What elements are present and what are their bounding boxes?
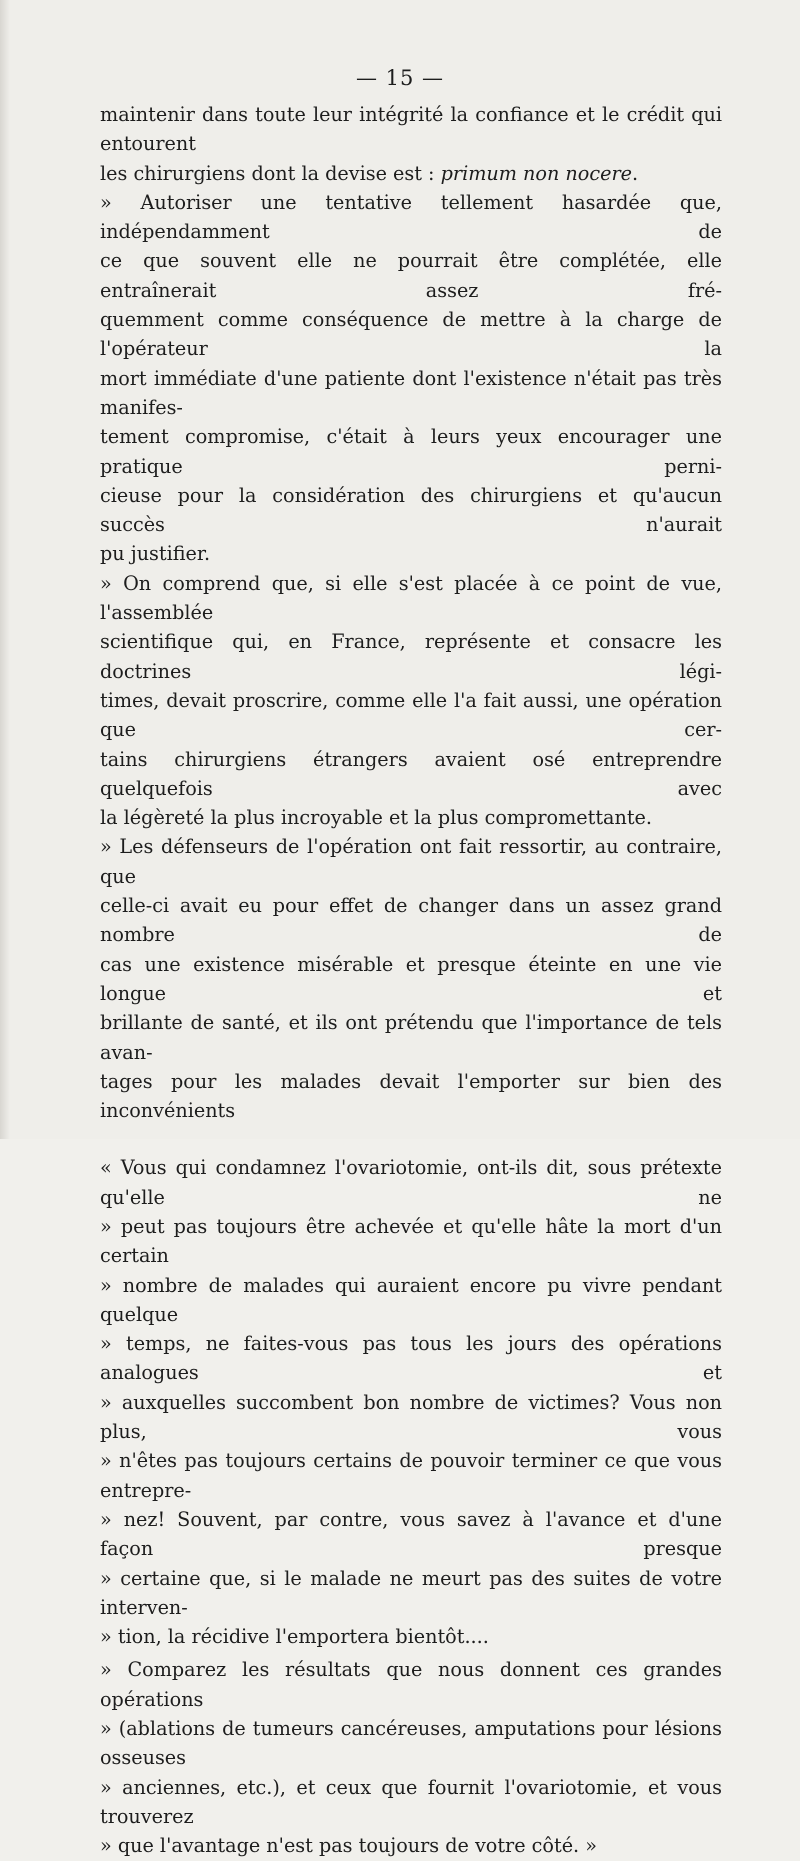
text-line: mort immédiate d'une patiente dont l'existence n'était pas très manifes-	[100, 366, 722, 419]
text-line: maintenir dans toute leur intégrité la confiance et le crédit qui entourent	[100, 103, 722, 156]
text-line: tement compromise, c'était à leurs yeux encourager une pratique perni-	[100, 425, 722, 478]
quote-line: « Vous qui condamnez l'ovariotomie, ont-ils dit, sous prétexte qu'elle ne	[100, 1156, 722, 1209]
text-line: la légèreté la plus incroyable et la plus compromettante.	[100, 806, 653, 830]
quote-line: » Comparez les résultats que nous donnent ces grandes opérations	[100, 1658, 722, 1711]
text-line: » Les défenseurs de l'opération ont fait ressortir, au contraire, que	[100, 835, 722, 888]
text-line: » Autoriser une tentative tellement hasardée que, indépendamment de	[100, 190, 722, 244]
quote-line: » nombre de malades qui auraient encore pu vivre pendant quelque	[100, 1273, 722, 1326]
quote-line: » certaine que, si le malade ne meurt pas des suites de votre interven-	[100, 1566, 722, 1619]
quote-line: » anciennes, etc.), et ceux que fournit l'ovariotomie, et vous trouverez	[100, 1775, 722, 1828]
quote-line: » nez! Souvent, par contre, vous savez à l'avance et d'une façon presque	[100, 1507, 722, 1561]
page-number: — 15 —	[355, 66, 445, 90]
text-line: cas une existence misérable et presque éteinte en une vie longue et	[100, 952, 722, 1005]
quote-line: » que l'avantage n'est pas toujours de votre côté. »	[100, 1834, 597, 1858]
quotation-paragraph-1	[100, 1153, 722, 1651]
text-line: cieuse pour la considération des chirurgiens et qu'aucun succès n'aurait	[100, 483, 722, 537]
text-line: pu justifier.	[100, 542, 211, 566]
text-line: brillante de santé, et ils ont prétendu que l'importance de tels avan-	[100, 1011, 722, 1064]
text-line	[100, 159, 722, 188]
motto-period: .	[631, 161, 639, 185]
text-line: tains chirurgiens étrangers avaient osé entreprendre quelquefois avec	[100, 747, 722, 800]
page-text	[100, 100, 722, 1861]
text-line: celle-ci avait eu pour effet de changer dans un assez grand nombre de	[100, 894, 722, 947]
motto-italic: primum non nocere	[440, 161, 632, 185]
quote-line: » n'êtes pas toujours certains de pouvoir terminer ce que vous entrepre-	[100, 1449, 722, 1502]
text-line: ce que souvent elle ne pourrait être complétée, elle entraînerait assez fré-	[100, 249, 722, 302]
quotation-paragraph-2	[100, 1655, 722, 1860]
text-line: quemment comme conséquence de mettre à la charge de l'opérateur la	[100, 308, 722, 361]
quote-line: » temps, ne faites-vous pas tous les jours des opérations analogues et	[100, 1332, 722, 1385]
paragraph-3	[100, 569, 722, 833]
text-line: times, devait proscrire, comme elle l'a fait aussi, une opération que cer-	[100, 688, 722, 742]
text-line: scientifique qui, en France, représente et consacre les doctrines légi-	[100, 630, 722, 683]
quote-line: » tion, la récidive l'emportera bientôt....	[100, 1625, 489, 1649]
text-line-start: les chirurgiens dont la devise est :	[100, 161, 441, 185]
paragraph-4	[100, 832, 722, 1125]
quote-line: » auxquelles succombent bon nombre de victimes? Vous non plus, vous	[100, 1390, 722, 1444]
text-line: » On comprend que, si elle s'est placée à ce point de vue, l'assemblée	[100, 571, 722, 625]
quote-line: » (ablations de tumeurs cancéreuses, amputations pour lésions osseuses	[100, 1717, 722, 1770]
quote-line: » peut pas toujours être achevée et qu'elle hâte la mort d'un certain	[100, 1214, 722, 1268]
paragraph-2	[100, 188, 722, 569]
paragraph-1	[100, 100, 722, 188]
text-line: tages pour les malades devait l'emporter sur bien des inconvénients	[100, 1069, 722, 1123]
